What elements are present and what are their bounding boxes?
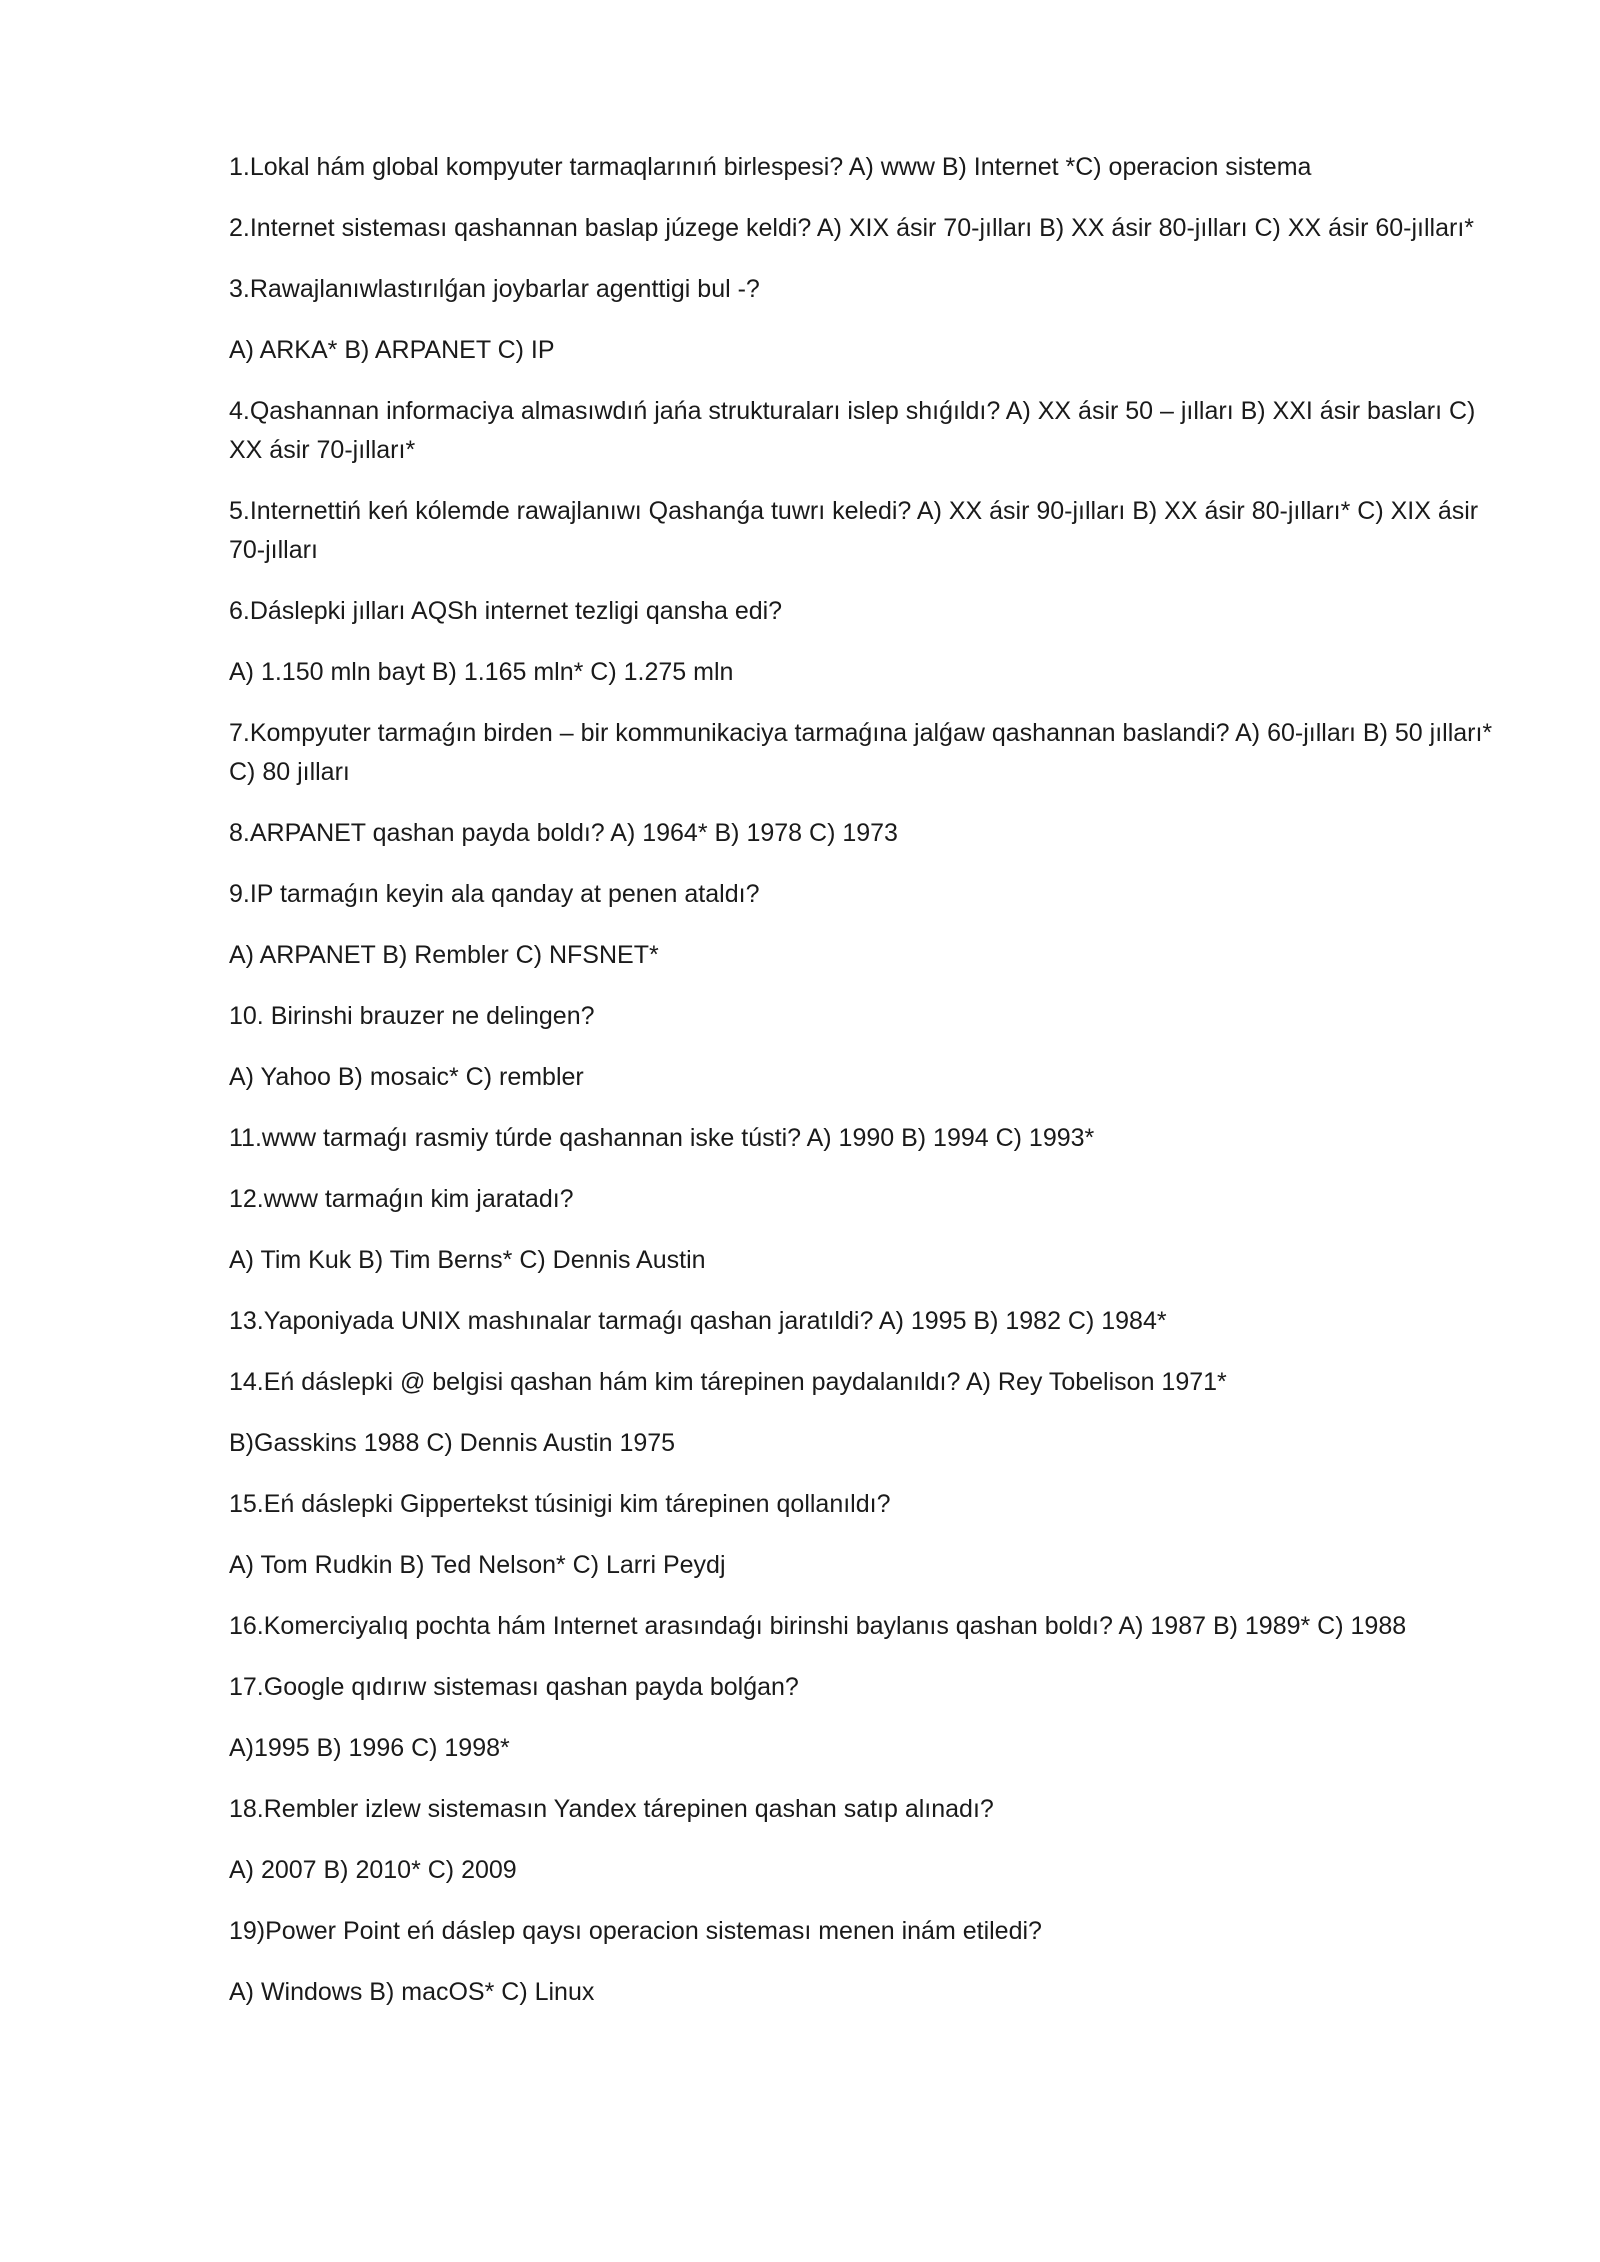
answer-options-12: A) Tim Kuk B) Tim Berns* C) Dennis Austin (229, 1246, 706, 1274)
question-7: 7.Kompyuter tarmaǵın birden – bir kommunikaciya tarmaǵına jalǵaw qashannan baslandi? A) 60-jılları B) 50 jılları* C) 80 jılları (229, 719, 1493, 786)
question-6: 6.Dáslepki jılları AQSh internet tezligi qansha edi? (229, 597, 783, 625)
question-2: 2.Internet sisteması qashannan baslap júzege keldi? A) XIX ásir 70-jılları B) XX ásir 80-jılları C) XX ásir 60-jılları* (229, 214, 1474, 242)
question-12: 12.www tarmaǵın kim jaratadı? (229, 1185, 574, 1213)
question-14: 14.Eń dáslepki @ belgisi qashan hám kim tárepinen paydalanıldı? A) Rey Tobelison 1971* (229, 1368, 1227, 1396)
answer-options-19: A) Windows B) macOS* C) Linux (229, 1978, 595, 2006)
question-5: 5.Internettiń keń kólemde rawajlanıwı Qashanǵa tuwrı keledi? A) XX ásir 90-jılları B) XX ásir 80-jılları* C) XIX ásir 70-jılları (229, 497, 1479, 564)
question-18: 18.Rembler izlew sistemasın Yandex tárepinen qashan satıp alınadı? (229, 1795, 994, 1823)
answer-options-15: A) Tom Rudkin B) Ted Nelson* C) Larri Peydj (229, 1551, 726, 1579)
document-body (229, 148, 1499, 2034)
answer-options-18: A) 2007 B) 2010* C) 2009 (229, 1856, 517, 1884)
answer-options-3: A) ARKA* B) ARPANET C) IP (229, 336, 555, 364)
question-19: 19)Power Point eń dáslep qaysı operacion sisteması menen inám etiledi? (229, 1917, 1042, 1945)
question-17: 17.Google qıdırıw sisteması qashan payda bolǵan? (229, 1673, 799, 1701)
answer-options-10: A) Yahoo B) mosaic* C) rembler (229, 1063, 584, 1091)
answer-options-17: A)1995 B) 1996 C) 1998* (229, 1734, 510, 1762)
question-1: 1.Lokal hám global kompyuter tarmaqlarınıń birlespesi? A) www B) Internet *C) operacion sistema (229, 153, 1312, 181)
question-10: 10. Birinshi brauzer ne delingen? (229, 1002, 595, 1030)
question-3: 3.Rawajlanıwlastırılǵan joybarlar agenttigi bul -? (229, 275, 760, 303)
answer-options-9: A) ARPANET B) Rembler C) NFSNET* (229, 941, 659, 969)
question-8: 8.ARPANET qashan payda boldı? A) 1964* B) 1978 C) 1973 (229, 819, 898, 847)
answer-options-14: B)Gasskins 1988 C) Dennis Austin 1975 (229, 1429, 676, 1457)
question-11: 11.www tarmaǵı rasmiy túrde qashannan iske tústi? A) 1990 B) 1994 C) 1993* (229, 1124, 1095, 1152)
question-4: 4.Qashannan informaciya almasıwdıń jańa strukturaları islep shıǵıldı? A) XX ásir 50 – jılları B) XXI ásir basları C) XX ásir 70-jılları* (229, 397, 1476, 464)
question-13: 13.Yaponiyada UNIX mashınalar tarmaǵı qashan jaratıldi? A) 1995 B) 1982 C) 1984* (229, 1307, 1167, 1335)
answer-options-6: A) 1.150 mln bayt B) 1.165 mln* C) 1.275 mln (229, 658, 734, 686)
question-16: 16.Komerciyalıq pochta hám Internet arasındaǵı birinshi baylanıs qashan boldı? A) 1987 B) 1989* C) 1988 (229, 1612, 1407, 1640)
question-9: 9.IP tarmaǵın keyin ala qanday at penen ataldı? (229, 880, 760, 908)
question-15: 15.Eń dáslepki Gippertekst túsinigi kim tárepinen qollanıldı? (229, 1490, 891, 1518)
